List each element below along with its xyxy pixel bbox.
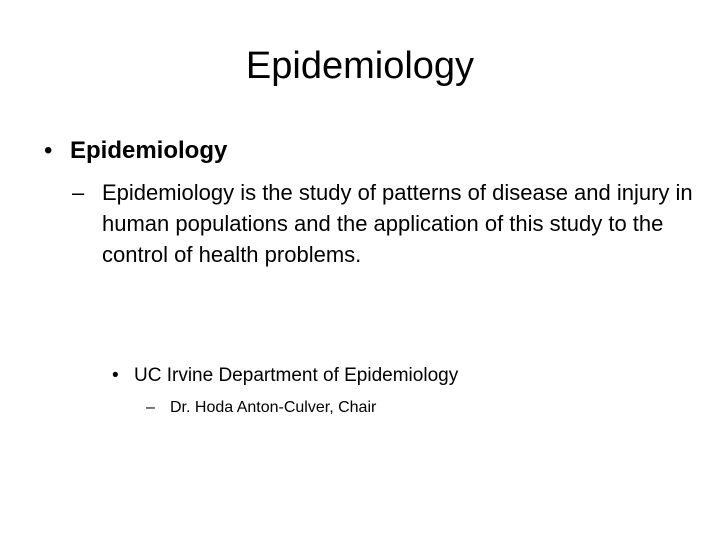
bullet-text: Epidemiology bbox=[70, 137, 228, 164]
bullet-text: Epidemiology is the study of patterns of disease and injury in human populations and the application of this study to the control of health problems. bbox=[102, 180, 693, 267]
bullet-text: UC Irvine Department of Epidemiology bbox=[134, 365, 459, 386]
slide-title: Epidemiology bbox=[245, 45, 475, 87]
dash-glyph: – bbox=[72, 180, 85, 205]
dash-glyph: – bbox=[146, 399, 155, 416]
bullet-level-3 bbox=[112, 363, 672, 389]
bullet-glyph: • bbox=[112, 365, 119, 386]
bullet-level-4 bbox=[146, 397, 666, 419]
bullet-glyph: • bbox=[44, 137, 53, 164]
bullet-level-2 bbox=[72, 177, 702, 270]
bullet-level-1 bbox=[44, 136, 684, 166]
bullet-text: Dr. Hoda Anton-Culver, Chair bbox=[170, 399, 377, 416]
